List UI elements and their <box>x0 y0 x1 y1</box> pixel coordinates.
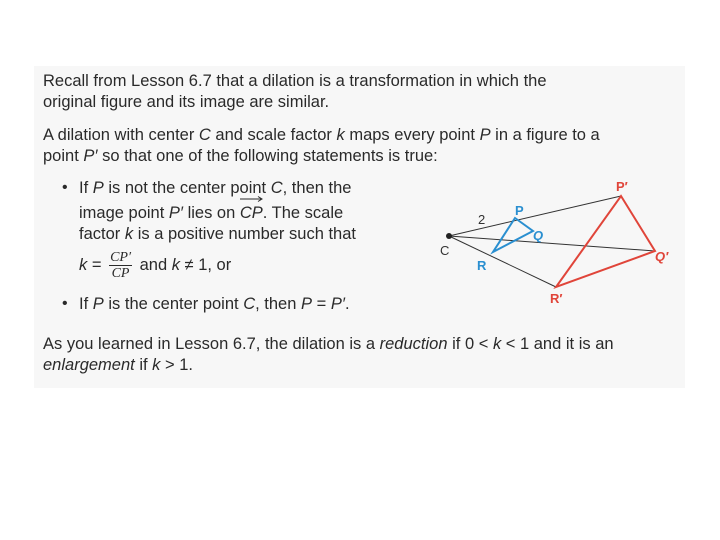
bullet2-line: If P is the center point C, then P = P′. <box>79 295 350 313</box>
label-c: C <box>440 243 450 258</box>
label-q-prime: Q′ <box>655 249 669 264</box>
bullet-marker-2: • <box>62 295 68 312</box>
label-2: 2 <box>478 212 486 227</box>
bullet1-line-2: image point P′ lies on CP. The scale <box>79 203 343 224</box>
label-p: P <box>515 203 524 218</box>
image-triangle <box>556 196 655 287</box>
bullet1-line-1: If P is not the center point C, then the <box>79 179 352 197</box>
bullet1-line-3: factor k is a positive number such that <box>79 225 356 243</box>
conclusion-line-1: As you learned in Lesson 6.7, the dilation is a reduction if 0 < k < 1 and it is an <box>43 335 614 353</box>
intro-line-2: original figure and its image are similar. <box>43 93 330 111</box>
conclusion-line-2: enlargement if k > 1. <box>43 356 193 374</box>
fraction-denominator: CP <box>111 266 130 282</box>
ray-c-q-prime <box>449 236 655 251</box>
label-r-prime: R′ <box>550 291 563 306</box>
definition-line-1: A dilation with center C and scale factor k maps every point P in a figure to a <box>43 126 600 144</box>
fraction-numerator: CP′ <box>110 250 132 266</box>
label-p-prime: P′ <box>616 179 628 194</box>
center-point <box>446 233 452 239</box>
ray-c-r-prime <box>449 236 556 287</box>
bullet1-line-4: k = $\frac{CP'}{CP}$ and k ≠ 1, or <box>79 250 232 282</box>
label-r: R <box>477 258 487 273</box>
ray-cp: CP <box>240 203 263 224</box>
original-triangle <box>493 218 533 252</box>
bullet-marker-1: • <box>62 179 68 196</box>
intro-line-1: Recall from Lesson 6.7 that a dilation is a transformation in which the <box>43 72 547 90</box>
label-q: Q <box>533 228 544 243</box>
definition-line-2: point P′ so that one of the following statements is true: <box>43 147 438 165</box>
